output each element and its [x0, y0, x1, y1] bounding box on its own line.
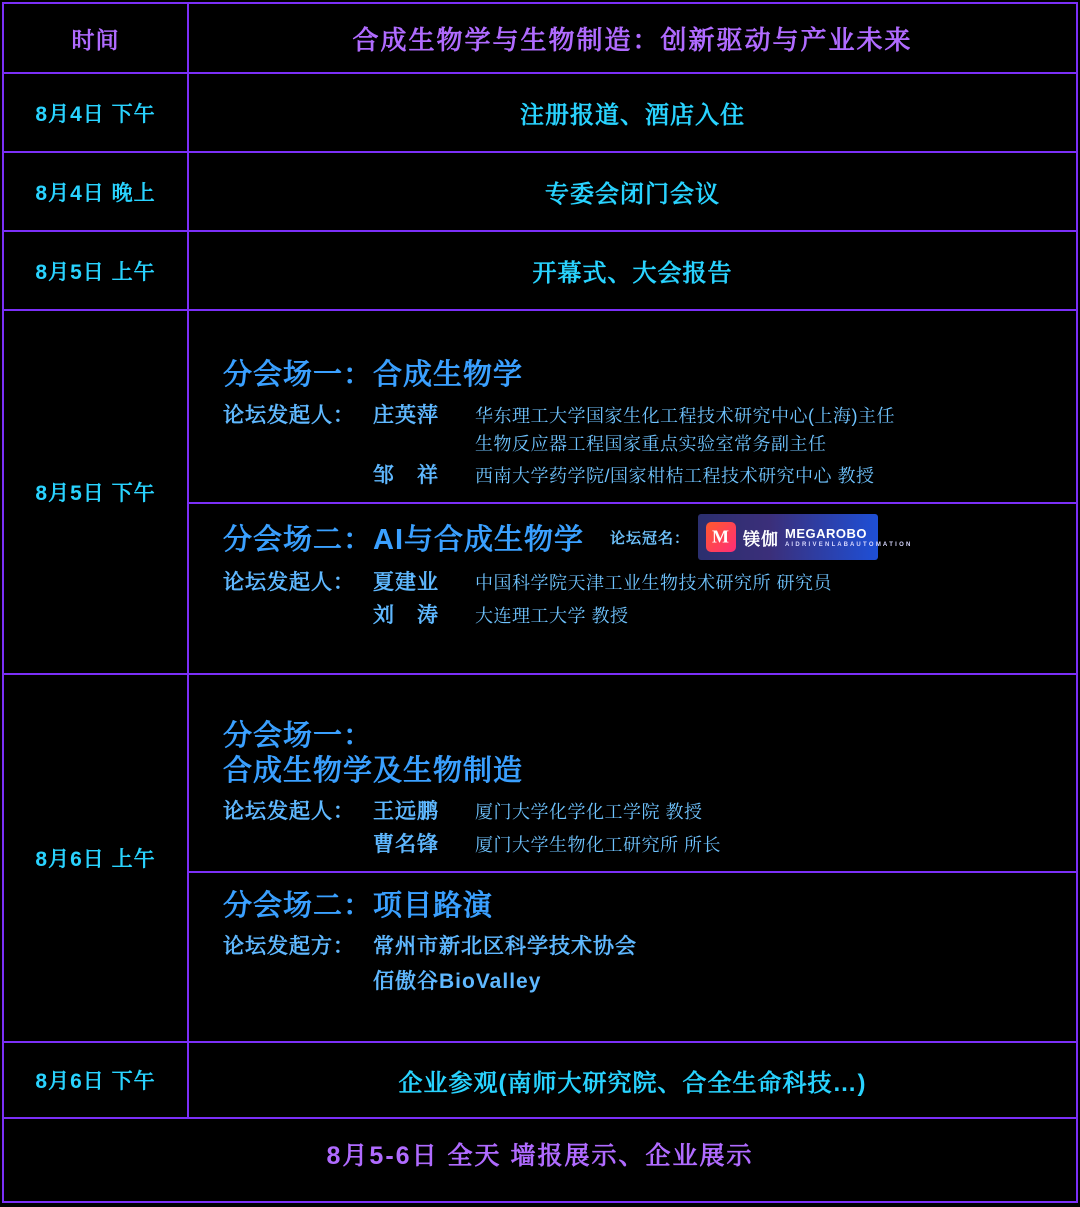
host-line: [223, 795, 1076, 825]
venue-title-text: 分会场二：AI与合成生物学: [223, 523, 585, 556]
venue-block-1: [189, 709, 1076, 872]
host-affiliation: 厦门大学化学化工学院 教授: [475, 802, 703, 823]
row-text: 专委会闭门会议: [545, 181, 720, 208]
host-line: [223, 599, 1076, 629]
header-time-label: 时间: [4, 4, 189, 72]
venue-title: [223, 883, 1076, 924]
host-name: 曹名锋: [373, 833, 439, 857]
venue-title: [223, 719, 1076, 790]
sponsor-logo-en: MEGAROBO: [785, 525, 868, 541]
venue-block-1: [189, 342, 1076, 502]
venue-title-text: 分会场一：合成生物学: [223, 359, 524, 391]
megarobo-mark-icon: [706, 522, 736, 552]
venue-title-line1: 分会场一：: [223, 719, 374, 752]
table-row-aug5-afternoon: [4, 311, 1076, 675]
host-label: 论坛发起方：: [223, 935, 355, 959]
footer-text: 8月5-6日 全天 墙报展示、企业展示: [326, 1142, 754, 1170]
row-text: 注册报道、酒店入住: [520, 102, 745, 129]
row-content: [189, 153, 1076, 230]
sponsor-logo-en-wrap: [785, 527, 911, 548]
host-label-spacer: [223, 599, 373, 629]
host-affiliation-second-line: 生物反应器工程国家重点实验室常务副主任: [475, 434, 827, 454]
host-name: 王远鹏: [373, 800, 439, 824]
host-label-spacer: [223, 828, 373, 858]
venue-title: [223, 514, 1076, 560]
row-time: 8月4日 下午: [4, 74, 189, 151]
row-time: 8月4日 晚上: [4, 153, 189, 230]
venue-block-2: [189, 871, 1076, 1007]
venue-title-line2: 合成生物学及生物制造: [223, 755, 524, 787]
row-content: [189, 675, 1076, 1041]
row-time: 8月5日 下午: [4, 311, 189, 673]
host-block: [223, 566, 1076, 629]
row-time: 8月5日 上午: [4, 232, 189, 309]
sponsor-label: 论坛冠名：: [610, 529, 691, 547]
host-line: [223, 399, 1076, 429]
page-title: 合成生物学与生物制造：创新驱动与产业未来: [352, 24, 913, 55]
table-row: [4, 232, 1076, 311]
sponsor-logo-tagline: A I D R I V E N L A B A U T O M A T I O N: [785, 541, 911, 548]
host-affiliation: 西南大学药学院/国家柑桔工程技术研究中心 教授: [475, 466, 875, 486]
sponsor-area: [610, 514, 911, 560]
host-block: [223, 795, 1076, 858]
table-row: [4, 153, 1076, 232]
conference-schedule-table: [2, 2, 1078, 1203]
table-footer-row: [4, 1119, 1076, 1189]
host-affiliation: 中国科学院天津工业生物技术研究所 研究员: [475, 573, 832, 593]
table-header-row: [4, 4, 1076, 74]
host-name: 夏建业: [373, 571, 439, 594]
sponsor-logo: [698, 514, 911, 560]
table-row-aug6-afternoon: [4, 1043, 1076, 1119]
host-affiliation: 厦门大学生物化工研究所 所长: [475, 835, 721, 856]
venue-title: [223, 352, 1076, 393]
row-text: 企业参观(南师大研究院、合全生命科技…): [398, 1069, 867, 1097]
host-label: 论坛发起人：: [223, 800, 355, 824]
host-line: [223, 459, 1076, 489]
row-time: 8月6日 上午: [4, 675, 189, 1041]
host-name: 邹 祥: [373, 464, 439, 487]
host-block: [223, 930, 1076, 995]
host-affiliation: 大连理工大学 教授: [475, 606, 629, 626]
host-name: 庄英萍: [373, 404, 439, 427]
table-row-aug6-morning: [4, 675, 1076, 1043]
host-line: [223, 566, 1076, 596]
sponsor-logo-cn: 镁伽: [743, 529, 780, 549]
row-time: 8月6日 下午: [4, 1043, 189, 1117]
venue-block-2: [189, 502, 1076, 642]
row-content: [189, 74, 1076, 151]
header-title-cell: [189, 4, 1076, 72]
table-row: [4, 74, 1076, 153]
host-label: 论坛发起人：: [223, 404, 355, 427]
host-label: 论坛发起人：: [223, 571, 355, 594]
row-text: 开幕式、大会报告: [532, 260, 733, 287]
host-line: [223, 930, 1076, 962]
venue-title-text: 分会场二：项目路演: [223, 890, 494, 923]
host-block: [223, 399, 1076, 489]
host-label-spacer: [223, 459, 373, 489]
host-name: 刘 涛: [373, 604, 439, 627]
organizer-name-2: 佰傲谷BioValley: [373, 970, 542, 994]
row-content: [189, 311, 1076, 673]
row-content: [189, 1043, 1076, 1117]
host-affiliation: 华东理工大学国家生化工程技术研究中心(上海)主任: [475, 406, 895, 426]
host-line: [223, 828, 1076, 858]
organizer-name: 常州市新北区科学技术协会: [373, 935, 637, 959]
row-content: [189, 232, 1076, 309]
